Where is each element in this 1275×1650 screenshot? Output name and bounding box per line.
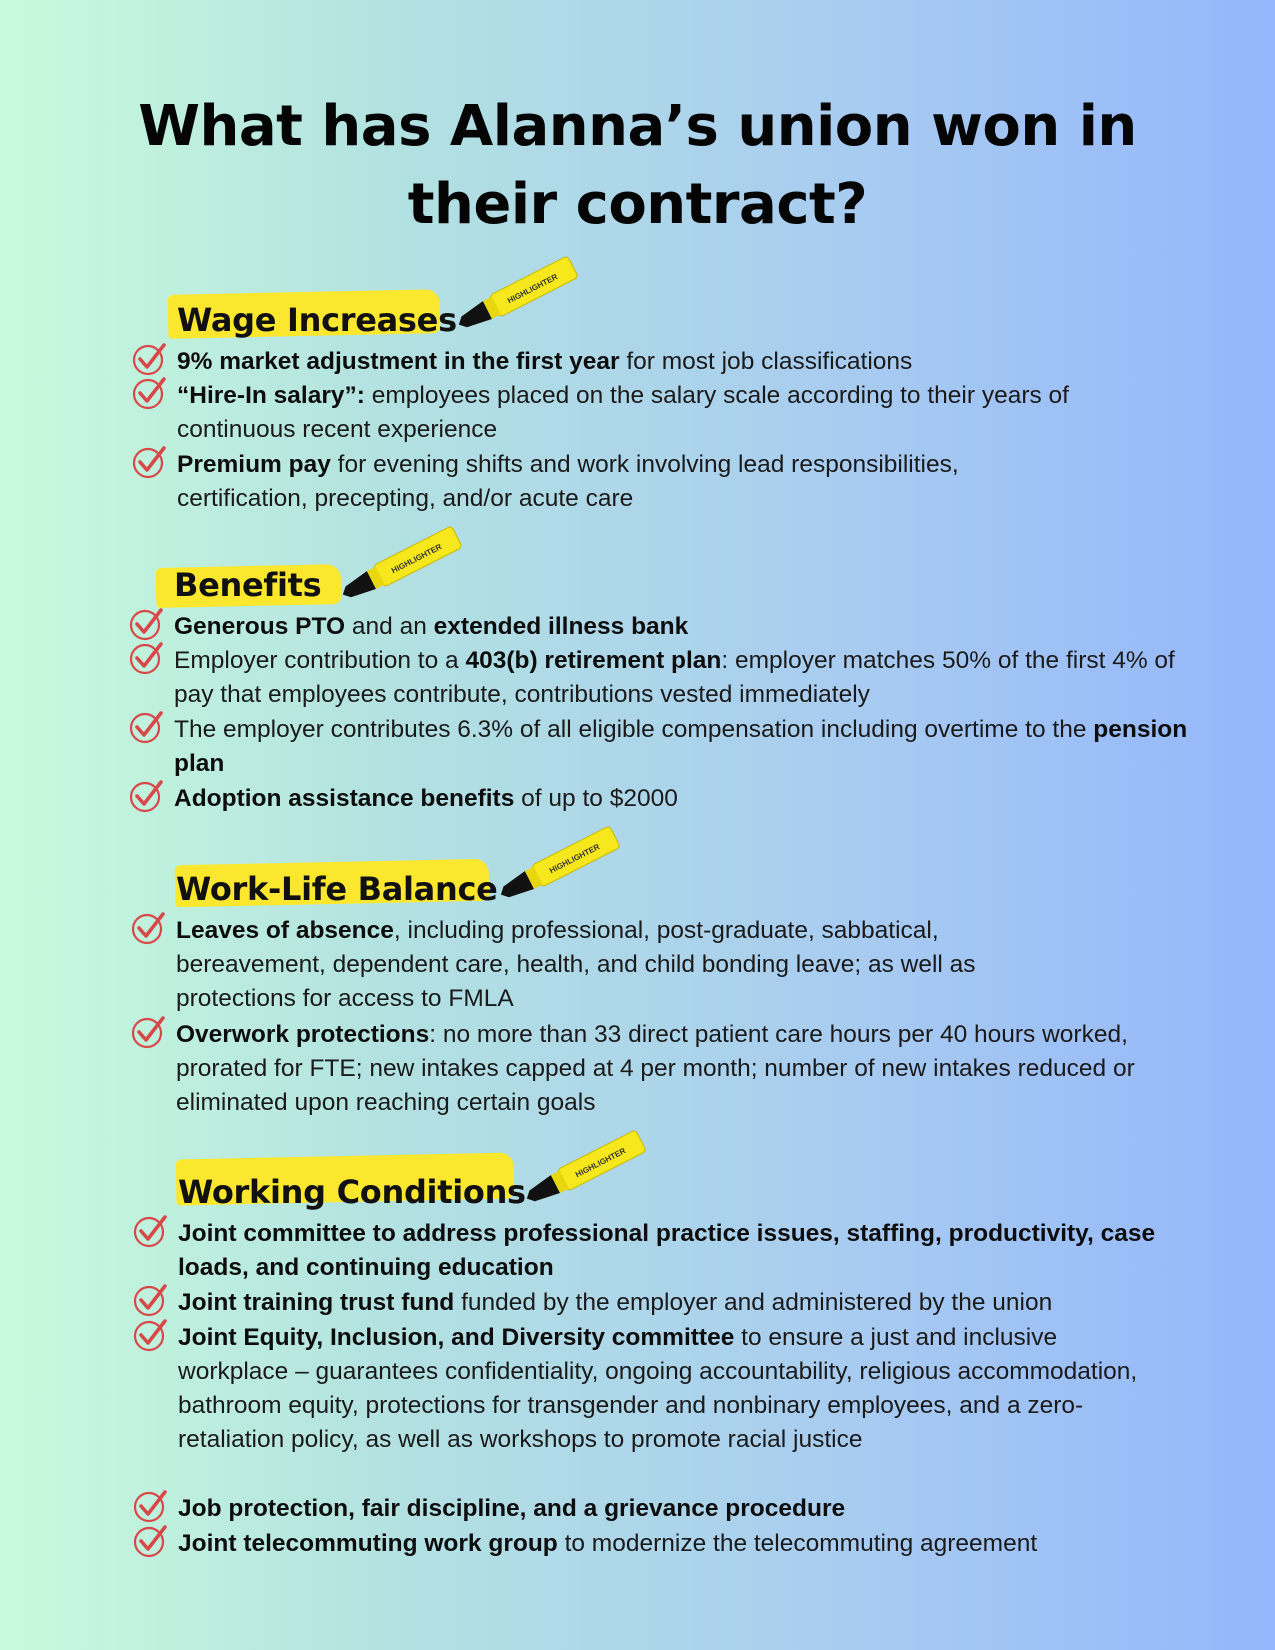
list-item [174,644,1194,712]
highlighter-marker-icon [448,256,583,336]
list-item [178,1286,1208,1320]
item-text: funded by the employer and administered by the union [454,1289,1053,1316]
item-text: to ensure a just and inclusive workplace – guarantees confidentiality, ongoing accountability, religious accommodation, bathroom equity, protections for transgender and nonbinary employees, and a zero-retaliation policy, as well as workshops to promote racial justice [178,1324,1138,1453]
item-text: for most job classifications [619,348,913,375]
marker-label: HIGHLIGHTER [390,542,444,576]
item-text: : employer matches 50% of the first 4% of pay that employees contribute, contributions vested immediately [174,647,1175,708]
item-text-bold: pension plan [174,716,1188,777]
checkmark-icon [131,442,169,485]
checkmark-icon [128,638,166,681]
checkmark-icon [132,1521,170,1564]
item-text-bold: Joint committee to address professional practice issues, staffing, productivity, case loads, and continuing education [178,1220,1156,1281]
list-item [178,1321,1138,1457]
section-heading: Benefits [174,566,322,604]
item-text-bold: Premium pay [177,451,331,478]
marker-label: HIGHLIGHTER [506,272,560,306]
item-text-bold: extended illness bank [433,613,689,640]
item-text-bold: “Hire-In salary”: [177,382,365,409]
page-title: What has Alanna’s union won in their contract? [138,94,1137,237]
list-item [176,1018,1136,1120]
item-text: of up to $2000 [514,785,678,812]
section-heading: Wage Increases [177,301,457,339]
checkmark-icon [130,1012,168,1055]
list-item [178,1217,1188,1285]
item-text-bold: Generous PTO [174,613,346,640]
item-text-bold: 403(b) retirement plan [465,647,722,674]
item-text: employees placed on the salary scale according to their years of continuous recent experience [177,382,1069,443]
item-text-bold: Leaves of absence [176,917,394,944]
item-text-bold: 9% market adjustment in the first year [177,348,620,375]
list-item [177,379,1147,447]
item-text: Employer contribution to a [174,647,466,674]
list-item [178,1492,1188,1526]
list-item [174,610,1194,644]
checkmark-icon [130,908,168,951]
item-text-bold: Overwork protections [176,1021,430,1048]
marker-label: HIGHLIGHTER [548,842,602,876]
item-text-bold: Adoption assistance benefits [174,785,515,812]
item-text: to modernize the telecommuting agreement [557,1530,1038,1557]
item-text: , including professional, post-graduate, sabbatical, bereavement, dependent care, health, and child bonding leave; as well as protections for access to FMLA [176,917,976,1012]
checkmark-icon [128,707,166,750]
list-item [176,914,1086,1016]
highlighter-marker-icon [516,1130,651,1210]
highlighter-marker-icon [332,526,467,606]
list-item [178,1527,1198,1561]
item-text-bold: Joint training trust fund [178,1289,455,1316]
marker-label: HIGHLIGHTER [574,1146,628,1180]
item-text-bold: Joint telecommuting work group [178,1530,558,1557]
checkmark-icon [132,1211,170,1254]
list-item [177,448,1087,516]
list-item [177,345,1187,379]
section-heading: Work-Life Balance [176,870,498,908]
section-heading: Working Conditions [178,1173,526,1211]
item-text: for evening shifts and work involving lead responsibilities, certification, precepting, and/or acute care [177,451,959,512]
list-item [174,782,1194,816]
item-text-bold: Job protection, fair discipline, and a grievance procedure [178,1495,846,1522]
highlighter-marker-icon [490,826,625,906]
item-text: : no more than 33 direct patient care hours per 40 hours worked, prorated for FTE; new intakes capped at 4 per month; number of new intakes reduced or eliminated upon reaching certain goals [176,1021,1135,1116]
item-text-bold: Joint Equity, Inclusion, and Diversity committee [178,1324,735,1351]
item-text: and an [345,613,434,640]
checkmark-icon [132,1315,170,1358]
list-item [174,713,1194,781]
checkmark-icon [131,373,169,416]
checkmark-icon [128,776,166,819]
item-text: The employer contributes 6.3% of all eligible compensation including overtime to the [174,716,1094,743]
